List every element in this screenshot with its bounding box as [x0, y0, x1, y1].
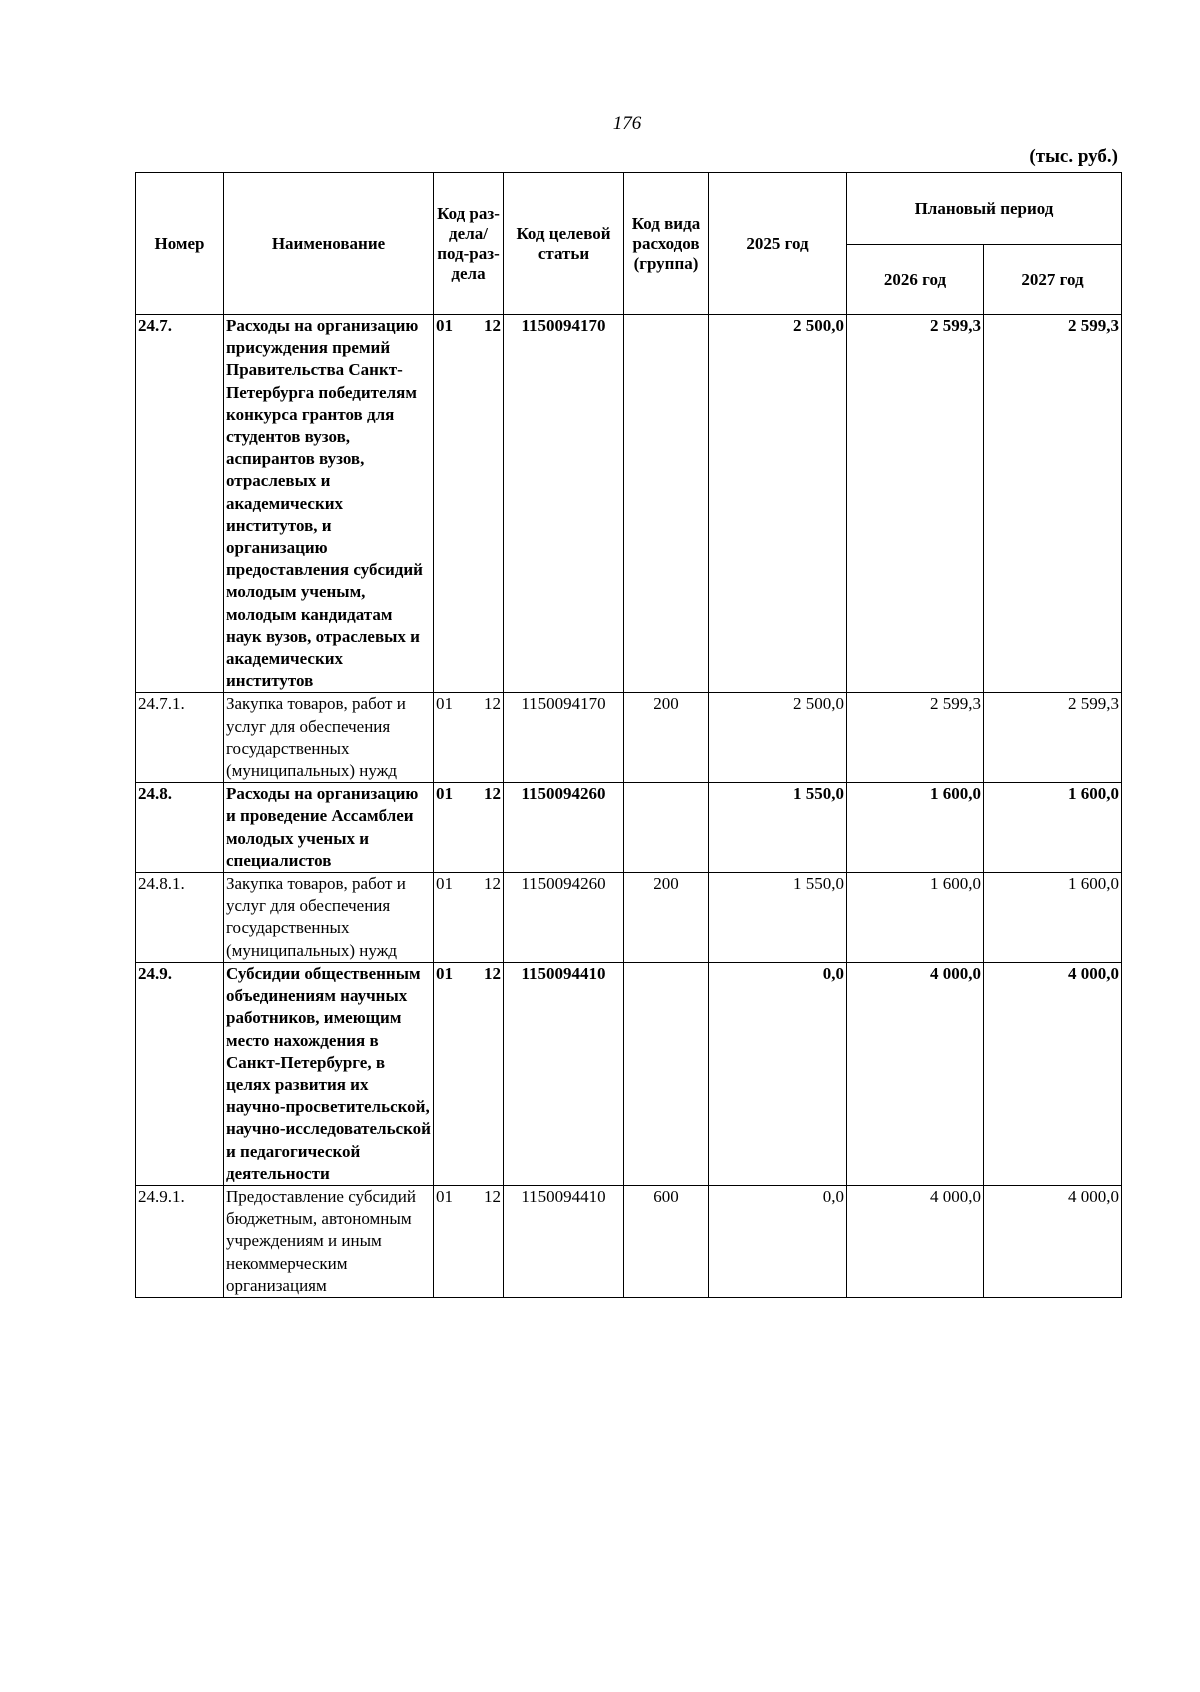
- header-number: Номер: [136, 173, 224, 315]
- row-expense-kind: 200: [624, 873, 709, 963]
- row-name: Закупка товаров, работ и услуг для обеспечения государственных (муниципальных) нужд: [224, 693, 434, 783]
- row-amount-2025: 2 500,0: [709, 315, 847, 693]
- header-year-2026: 2026 год: [847, 245, 984, 315]
- row-number: 24.8.1.: [136, 873, 224, 963]
- subsection-code: 12: [484, 694, 501, 714]
- table-row: [136, 693, 1122, 783]
- subsection-code: 12: [484, 1186, 501, 1206]
- row-name: Закупка товаров, работ и услуг для обеспечения государственных (муниципальных) нужд: [224, 873, 434, 963]
- header-year-2025: 2025 год: [709, 173, 847, 315]
- row-amount-2026: 2 599,3: [847, 315, 984, 693]
- row-section-code: [434, 783, 504, 873]
- row-amount-2025: 1 550,0: [709, 873, 847, 963]
- header-planned-period: Плановый период: [847, 173, 1122, 245]
- row-expense-kind: [624, 783, 709, 873]
- header-section-code: Код раз-дела/ под-раз-дела: [434, 173, 504, 315]
- section-code: 01: [436, 784, 453, 804]
- row-number: 24.9.: [136, 962, 224, 1185]
- row-number: 24.8.: [136, 783, 224, 873]
- row-target-code: 1150094260: [504, 783, 624, 873]
- row-amount-2025: 0,0: [709, 962, 847, 1185]
- section-code: 01: [436, 316, 453, 335]
- row-number: 24.9.1.: [136, 1185, 224, 1297]
- header-expense-kind: Код вида расходов (группа): [624, 173, 709, 315]
- row-target-code: 1150094260: [504, 873, 624, 963]
- row-name: Расходы на организацию и проведение Ассамблеи молодых ученых и специалистов: [224, 783, 434, 873]
- row-amount-2025: 0,0: [709, 1185, 847, 1297]
- row-section-code: [434, 1185, 504, 1297]
- row-amount-2026: 4 000,0: [847, 1185, 984, 1297]
- section-code: 01: [436, 1186, 453, 1206]
- row-amount-2027: 2 599,3: [984, 693, 1122, 783]
- subsection-code: 12: [484, 963, 501, 983]
- row-section-code: [434, 873, 504, 963]
- row-amount-2027: 1 600,0: [984, 783, 1122, 873]
- row-section-code: [434, 962, 504, 1185]
- row-expense-kind: [624, 962, 709, 1185]
- units-label: (тыс. руб.): [1029, 146, 1118, 167]
- row-target-code: 1150094410: [504, 962, 624, 1185]
- row-section-code: [434, 315, 504, 693]
- row-target-code: 1150094170: [504, 693, 624, 783]
- row-name: Субсидии общественным объединениям научных работников, имеющим место нахождения в Санкт-Петербурге, в целях развития их научно-просветительской, научно-исследовательской и педагогической деятельности: [224, 962, 434, 1185]
- subsection-code: 12: [484, 784, 501, 804]
- row-amount-2026: 1 600,0: [847, 873, 984, 963]
- table-row: [136, 315, 1122, 693]
- table-row: [136, 1185, 1122, 1297]
- row-section-code: [434, 693, 504, 783]
- row-target-code: 1150094410: [504, 1185, 624, 1297]
- subsection-code: 12: [484, 316, 501, 335]
- header-name: Наименование: [224, 173, 434, 315]
- row-name: Предоставление субсидий бюджетным, автономным учреждениям и иным некоммерческим организациям: [224, 1185, 434, 1297]
- table-row: [136, 962, 1122, 1185]
- section-code: 01: [436, 963, 453, 983]
- table-row: [136, 873, 1122, 963]
- row-amount-2026: 1 600,0: [847, 783, 984, 873]
- header-target-code: Код целевой статьи: [504, 173, 624, 315]
- row-amount-2027: 4 000,0: [984, 962, 1122, 1185]
- row-amount-2025: 1 550,0: [709, 783, 847, 873]
- row-expense-kind: 600: [624, 1185, 709, 1297]
- header-year-2027: 2027 год: [984, 245, 1122, 315]
- row-expense-kind: 200: [624, 693, 709, 783]
- row-name: Расходы на организацию присуждения премий Правительства Санкт-Петербурга победителям конкурса грантов для студентов вузов, аспирантов вузов, отраслевых и академических институтов, и организацию предоставления субсидий молодым ученым, молодым кандидатам наук вузов, отраслевых и академических институтов: [224, 315, 434, 693]
- row-expense-kind: [624, 315, 709, 693]
- subsection-code: 12: [484, 874, 501, 894]
- row-target-code: 1150094170: [504, 315, 624, 693]
- row-amount-2027: 2 599,3: [984, 315, 1122, 693]
- table-row: [136, 783, 1122, 873]
- budget-table: [135, 172, 1122, 1298]
- row-number: 24.7.: [136, 315, 224, 693]
- row-amount-2027: 1 600,0: [984, 873, 1122, 963]
- header-row-1: [136, 173, 1122, 245]
- page-number: 176: [612, 113, 642, 134]
- row-number: 24.7.1.: [136, 693, 224, 783]
- row-amount-2027: 4 000,0: [984, 1185, 1122, 1297]
- row-amount-2026: 2 599,3: [847, 693, 984, 783]
- row-amount-2025: 2 500,0: [709, 693, 847, 783]
- section-code: 01: [436, 874, 453, 894]
- row-amount-2026: 4 000,0: [847, 962, 984, 1185]
- section-code: 01: [436, 694, 453, 714]
